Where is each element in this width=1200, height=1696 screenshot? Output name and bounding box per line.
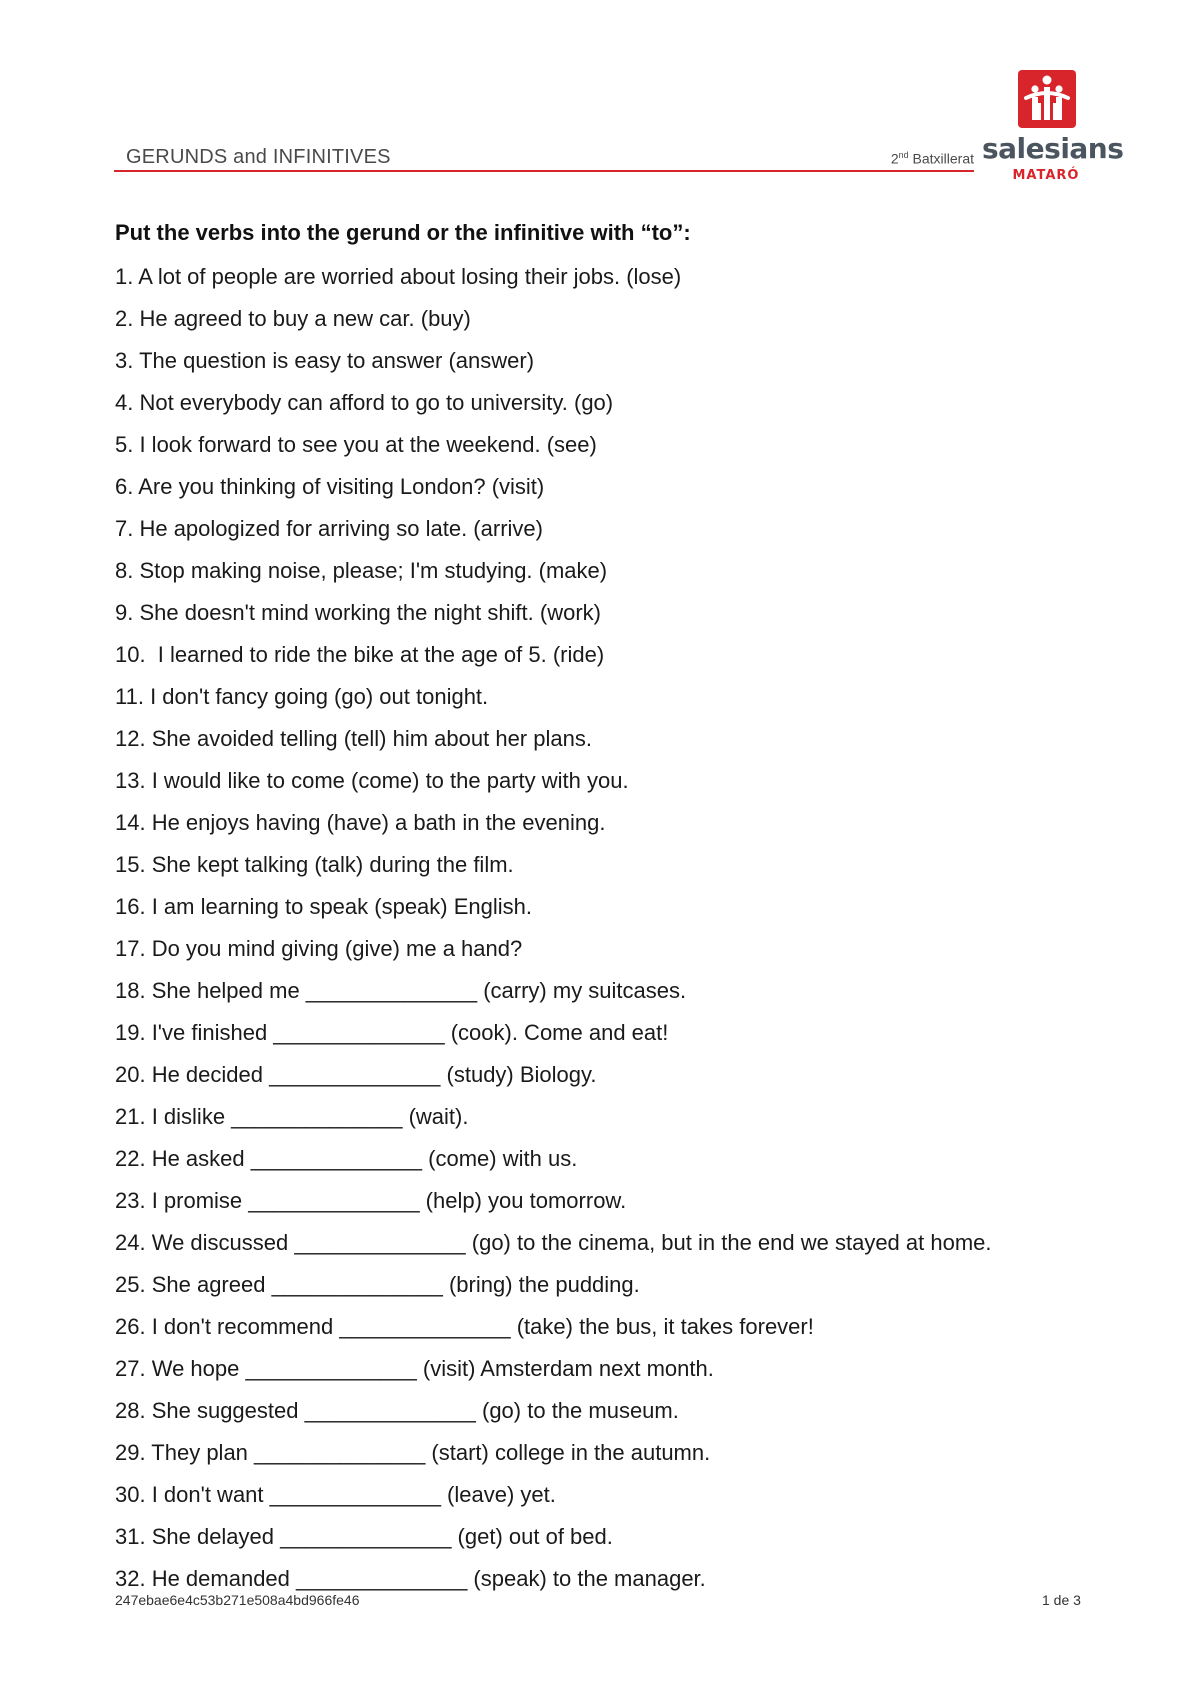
exercise-item: 12. She avoided telling (tell) him about her plans. — [115, 726, 592, 751]
exercise-item: 24. We discussed ______________ (go) to the cinema, but in the end we stayed at home. — [115, 1230, 992, 1255]
logo-location: MATARÓ — [1012, 168, 1080, 183]
exercise-item: 7. He apologized for arriving so late. (arrive) — [115, 516, 543, 541]
course-ordinal: 2 — [890, 150, 899, 167]
exercise-item: 5. I look forward to see you at the weekend. (see) — [115, 432, 597, 457]
exercise-item: 21. I dislike ______________ (wait). — [115, 1104, 469, 1129]
exercise-item: 11. I don't fancy going (go) out tonight. — [115, 684, 489, 709]
header-divider — [114, 170, 974, 172]
exercise-item: 1. A lot of people are worried about losing their jobs. (lose) — [115, 264, 682, 289]
exercise-item: 6. Are you thinking of visiting London? (visit) — [115, 474, 545, 499]
course-name: Batxillerat — [912, 150, 974, 167]
exercise-item: 20. He decided ______________ (study) Biology. — [115, 1062, 597, 1087]
exercise-item: 14. He enjoys having (have) a bath in the evening. — [115, 810, 606, 835]
exercise-item: 10. I learned to ride the bike at the age of 5. (ride) — [115, 642, 605, 667]
exercise-item: 19. I've finished ______________ (cook). Come and eat! — [115, 1020, 669, 1045]
exercise-item: 26. I don't recommend ______________ (take) the bus, it takes forever! — [115, 1314, 814, 1339]
course-ordinal-suffix: nd — [898, 150, 909, 160]
salesians-figures-icon — [1018, 70, 1076, 128]
document-code: 247ebae6e4c53b271e508a4bd966fe46 — [115, 1592, 360, 1608]
course-label — [891, 150, 974, 167]
exercise-item: 30. I don't want ______________ (leave) yet. — [115, 1482, 556, 1507]
exercise-item: 32. He demanded ______________ (speak) to the manager. — [115, 1566, 706, 1591]
exercise-item: 3. The question is easy to answer (answer) — [115, 348, 535, 373]
exercise-item: 15. She kept talking (talk) during the film. — [115, 852, 514, 877]
salesians-logo — [982, 70, 1124, 186]
exercise-item: 13. I would like to come (come) to the party with you. — [115, 768, 629, 793]
exercise-instructions: Put the verbs into the gerund or the infinitive with “to”: — [115, 220, 691, 245]
exercise-item: 16. I am learning to speak (speak) English. — [115, 894, 533, 919]
exercise-item: 28. She suggested ______________ (go) to the museum. — [115, 1398, 679, 1423]
exercise-item: 4. Not everybody can afford to go to university. (go) — [115, 390, 614, 415]
exercise-item: 27. We hope ______________ (visit) Amsterdam next month. — [115, 1356, 714, 1381]
exercise-item: 29. They plan ______________ (start) college in the autumn. — [115, 1440, 711, 1465]
exercise-item: 22. He asked ______________ (come) with us. — [115, 1146, 578, 1171]
exercise-item: 8. Stop making noise, please; I'm studying. (make) — [115, 558, 608, 583]
exercise-item: 17. Do you mind giving (give) me a hand? — [115, 936, 523, 961]
exercise-item: 31. She delayed ______________ (get) out of bed. — [115, 1524, 613, 1549]
logo-wordmark: salesians — [982, 132, 1124, 165]
exercise-item: 23. I promise ______________ (help) you tomorrow. — [115, 1188, 627, 1213]
exercise-list — [115, 260, 1115, 1604]
page-indicator: 1 de 3 — [1042, 1592, 1081, 1608]
document-title: GERUNDS and INFINITIVES — [126, 146, 391, 168]
exercise-item: 2. He agreed to buy a new car. (buy) — [115, 306, 471, 331]
exercise-item: 25. She agreed ______________ (bring) the pudding. — [115, 1272, 640, 1297]
exercise-item: 9. She doesn't mind working the night shift. (work) — [115, 600, 601, 625]
exercise-item: 18. She helped me ______________ (carry) my suitcases. — [115, 978, 687, 1003]
